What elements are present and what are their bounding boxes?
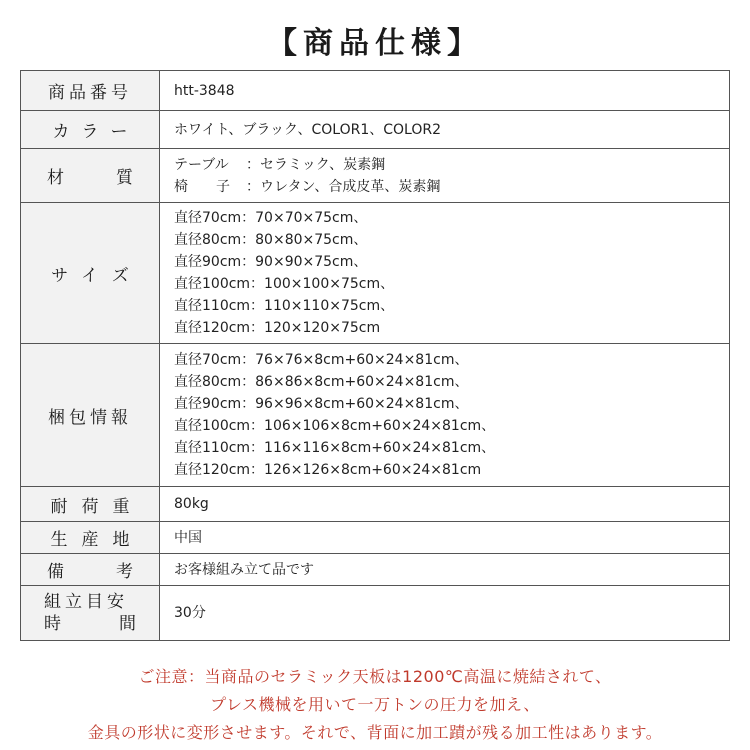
material-part-value: ：セラミック、炭素鋼 bbox=[246, 156, 386, 173]
caution-note-line: ご注意：当商品のセラミック天板は1200℃高温に焼結されて、 bbox=[138, 667, 612, 686]
size-line: 直径100cm：100×100×75cm、 bbox=[174, 276, 395, 292]
assembly-label-line1: 組立目安 bbox=[44, 592, 128, 612]
number-value: htt-3848 bbox=[160, 71, 730, 111]
caution-note-line: プレス機械を用いて一万トンの圧力を加え、 bbox=[210, 695, 540, 714]
remarks-label bbox=[47, 557, 133, 582]
label-cell bbox=[21, 111, 160, 149]
label-cell bbox=[21, 203, 160, 344]
label-cell bbox=[21, 344, 160, 487]
origin-value: 中国 bbox=[160, 522, 730, 554]
material-part: テーブル bbox=[174, 156, 229, 173]
package-line: 直径80cm：86×86×8cm+60×24×81cm、 bbox=[174, 374, 469, 390]
number-label: 商品番号 bbox=[48, 83, 132, 103]
table-row bbox=[21, 111, 730, 149]
remarks-label-left: 備 bbox=[47, 562, 64, 582]
size-line: 直径110cm：110×110×75cm、 bbox=[174, 298, 395, 314]
package-label: 梱包情報 bbox=[48, 407, 132, 428]
label-cell bbox=[21, 522, 160, 554]
package-value bbox=[160, 344, 730, 487]
table-row bbox=[21, 71, 730, 111]
package-line: 直径90cm：96×96×8cm+60×24×81cm、 bbox=[174, 396, 469, 412]
color-value: ホワイト、ブラック、COLOR1、COLOR2 bbox=[160, 111, 730, 149]
package-line: 直径120cm：126×126×8cm+60×24×81cm bbox=[174, 462, 482, 478]
table-row bbox=[21, 487, 730, 522]
origin-label: 生産地 bbox=[50, 530, 144, 550]
package-line: 直径100cm：106×106×8cm+60×24×81cm、 bbox=[174, 418, 496, 434]
table-row bbox=[21, 203, 730, 344]
caution-note-line: 金具の形状に変形させます。それで、背面に加工蹟が残る加工性はあります。 bbox=[87, 723, 663, 742]
material-label-right: 質 bbox=[116, 168, 133, 188]
material-label bbox=[47, 163, 133, 188]
load-value: 80kg bbox=[160, 487, 730, 522]
package-line: 直径70cm：76×76×8cm+60×24×81cm、 bbox=[174, 352, 469, 368]
remarks-label-right: 考 bbox=[116, 562, 133, 582]
spec-table bbox=[20, 70, 730, 641]
size-line: 直径70cm：70×70×75cm、 bbox=[174, 210, 368, 226]
assembly-label bbox=[44, 591, 136, 635]
table-row bbox=[21, 344, 730, 487]
assembly-label-right: 間 bbox=[119, 614, 136, 634]
label-cell bbox=[21, 487, 160, 522]
remarks-value: お客様組み立て品です bbox=[160, 554, 730, 586]
material-line bbox=[174, 176, 729, 198]
material-label-left: 材 bbox=[47, 168, 64, 188]
size-label: サイズ bbox=[51, 265, 143, 286]
size-line: 直径120cm：120×120×75cm bbox=[174, 320, 381, 336]
label-cell bbox=[21, 149, 160, 203]
table-row bbox=[21, 149, 730, 203]
material-value bbox=[160, 149, 730, 203]
assembly-label-line2 bbox=[44, 613, 136, 635]
page-title: 【商品仕様】 bbox=[267, 26, 483, 61]
label-cell bbox=[21, 71, 160, 111]
size-line: 直径90cm：90×90×75cm、 bbox=[174, 254, 368, 270]
assembly-label-left: 時 bbox=[44, 614, 61, 634]
material-part: 椅 子 bbox=[174, 178, 230, 195]
material-part-value: ：ウレタン、合成皮革、炭素鋼 bbox=[246, 178, 441, 195]
size-line: 直径80cm：80×80×75cm、 bbox=[174, 232, 368, 248]
table-row bbox=[21, 522, 730, 554]
package-line: 直径110cm：116×116×8cm+60×24×81cm、 bbox=[174, 440, 496, 456]
label-cell bbox=[21, 586, 160, 641]
label-cell bbox=[21, 554, 160, 586]
material-line bbox=[174, 154, 729, 176]
size-value bbox=[160, 203, 730, 344]
assembly-value: 30分 bbox=[160, 586, 730, 641]
table-row bbox=[21, 554, 730, 586]
load-label: 耐荷重 bbox=[50, 496, 144, 517]
color-label: カラー bbox=[52, 122, 140, 142]
table-row bbox=[21, 586, 730, 641]
